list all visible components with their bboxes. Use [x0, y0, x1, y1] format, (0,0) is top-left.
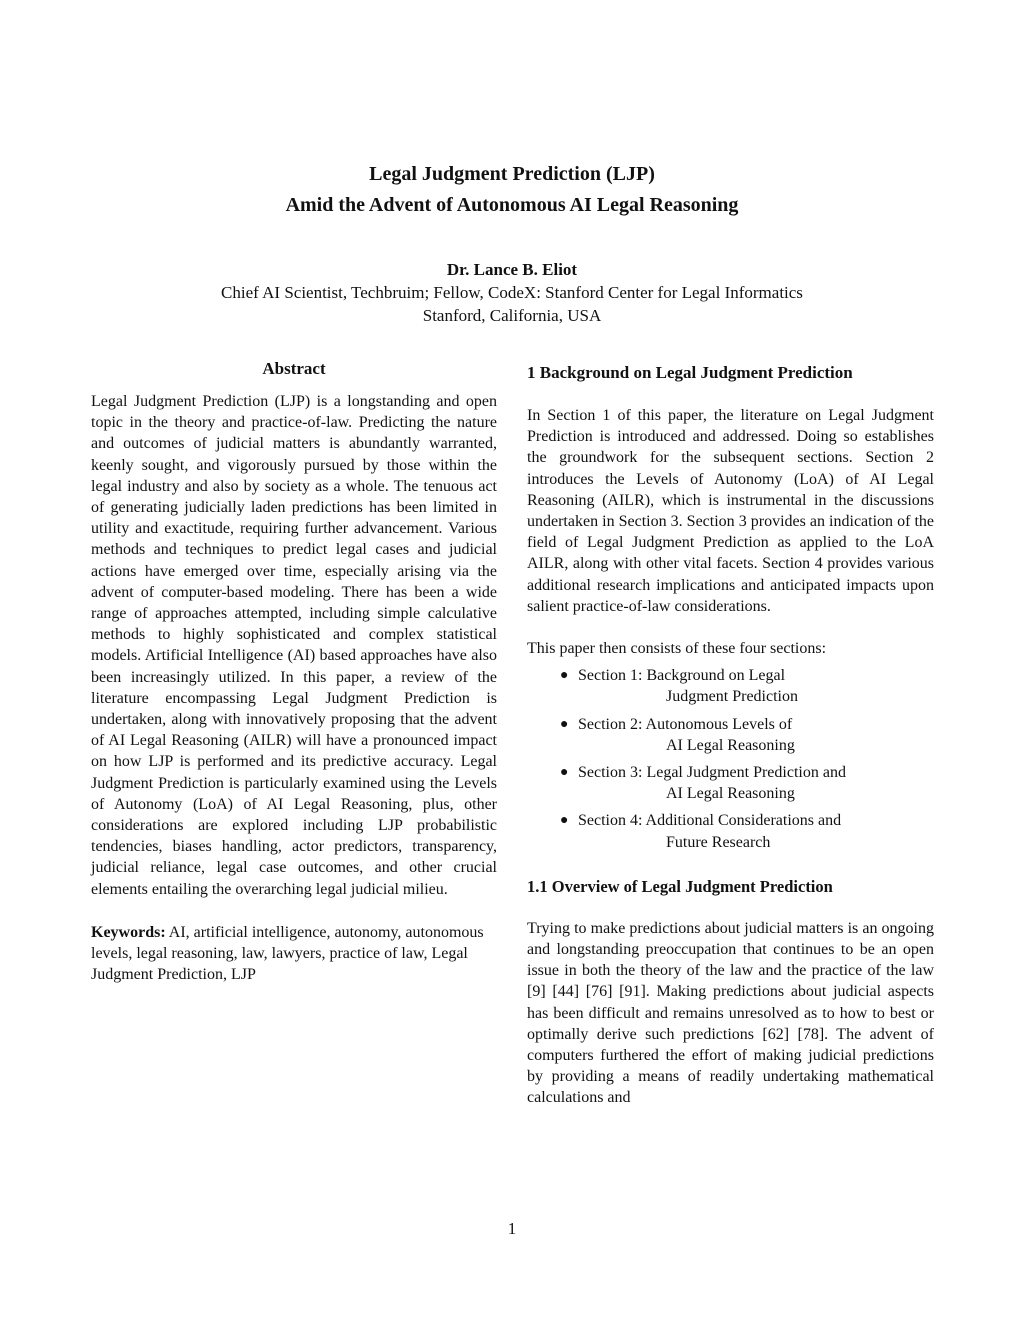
- paper-title-line-1: Legal Judgment Prediction (LJP): [369, 163, 655, 185]
- abstract-heading: Abstract: [262, 359, 326, 378]
- paper-title: [0, 159, 1024, 221]
- bullet-icon: ●: [560, 765, 569, 781]
- list-item: ● Section 4: Additional Considerations and Future Research: [560, 812, 842, 851]
- author-affiliation: Chief AI Scientist, Techbruim; Fellow, CodeX: Stanford Center for Legal Informatics: [221, 283, 803, 302]
- subsection-1-1-text: Trying to make predictions about judicial matters is an ongoing and longstanding preoccupation that continues to be an open issue in both the theory of the law and the practice of the law [9] [44] [76] [91]. Making predictions about judicial aspects has been difficult and remains unresolved as to how to best or optimally derive such predictions [62] [78]. The advent of computers furthered the effort of making judicial predictions by providing a means of readily undertaking mathematical calculations and: [527, 919, 934, 1107]
- keywords-text: AI, artificial intelligence, autonomy, autonomous levels, legal reasoning, law, lawyers, practice of law, Legal Judgment Prediction, LJP: [91, 923, 484, 984]
- author-block: [0, 258, 1024, 327]
- keywords-label: Keywords:: [91, 923, 166, 941]
- list-item: ● Section 1: Background on Legal Judgment Prediction: [560, 667, 798, 706]
- page-number: 1: [507, 1219, 517, 1238]
- subsection-1-1-heading: 1.1 Overview of Legal Judgment Prediction: [527, 876, 833, 896]
- paper-title-line-2: Amid the Advent of Autonomous AI Legal Reasoning: [285, 194, 739, 216]
- section-list: [527, 665, 934, 853]
- section-list-intro: This paper then consists of these four sections:: [527, 640, 827, 658]
- right-column: [527, 360, 934, 1109]
- keywords: [91, 922, 497, 986]
- author-location: Stanford, California, USA: [422, 306, 602, 325]
- list-item: ● Section 2: Autonomous Levels of AI Legal Reasoning: [560, 715, 795, 754]
- list-item: ● Section 3: Legal Judgment Prediction and AI Legal Reasoning: [560, 764, 846, 803]
- left-column: [91, 356, 497, 985]
- abstract-text: Legal Judgment Prediction (LJP) is a longstanding and open topic in the theory and practice-of-law. Predicting the nature and outcomes of judicial matters is abundantly warranted, keenly sought, and vigorously pursued by those within the legal industry and also by society as a whole. The tenuous act of generating judicially laden predictions has been limited in utility and exactitude, requiring further advancement. Various methods and techniques to predict legal cases and judicial actions have emerged over time, especially arising via the advent of computer-based modeling. There has been a wide range of approaches attempted, including simple calculative methods to highly sophisticated and complex statistical models. Artificial Intelligence (AI) based approaches have also been increasingly utilized. In this paper, a review of the literature encompassing Legal Judgment Prediction is undertaken, along with innovatively proposing that the advent of AI Legal Reasoning (AILR) will have a pronounced impact on how LJP is performed and its predictive accuracy. Legal Judgment Prediction is particularly examined using the Levels of Autonomy (LoA) of AI Legal Reasoning, plus, other considerations are explored including LJP probabilistic tendencies, biases handling, actor predictors, transparency, judicial reliance, legal case outcomes, and other crucial elements entailing the overarching legal judicial milieu.: [91, 393, 497, 898]
- bullet-icon: ●: [560, 668, 569, 684]
- bullet-icon: ●: [560, 716, 569, 732]
- author-name: Dr. Lance B. Eliot: [446, 260, 578, 279]
- section-1-intro: In Section 1 of this paper, the literature on Legal Judgment Prediction is introduced and addressed. Doing so establishes the groundwork for the subsequent sections. Section 2 introduces the Levels of Autonomy (LoA) of AI Legal Reasoning (AILR), which is instrumental in the discussions undertaken in Section 3. Section 3 provides an indication of the field of Legal Judgment Prediction as applied to the LoA AILR, along with other vital facets. Section 4 provides various additional research implications and anticipated impacts upon salient practice-of-law considerations.: [527, 407, 934, 615]
- bullet-icon: ●: [560, 813, 569, 829]
- section-1-heading: 1 Background on Legal Judgment Prediction: [527, 363, 853, 382]
